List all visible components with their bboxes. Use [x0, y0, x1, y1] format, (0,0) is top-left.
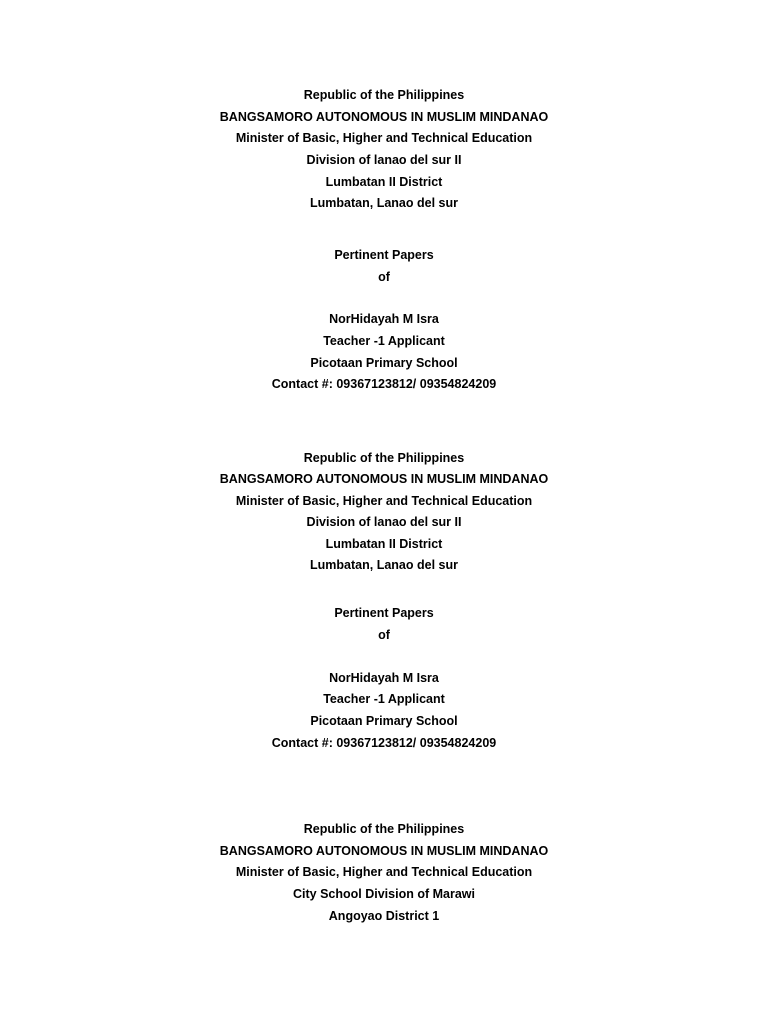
header-division: City School Division of Marawi — [293, 887, 475, 901]
applicant-contact: Contact #: 09367123812/ 09354824209 — [271, 377, 497, 391]
header-ministry: Minister of Basic, Higher and Technical Education — [235, 494, 533, 508]
header-ministry: Minister of Basic, Higher and Technical Education — [235, 865, 533, 879]
applicant-school: Picotaan Primary School — [310, 356, 458, 370]
applicant-position: Teacher -1 Applicant — [323, 334, 445, 348]
applicant-name: NorHidayah M Isra — [329, 671, 439, 685]
header-division: Division of lanao del sur II — [306, 153, 462, 167]
title-of: of — [378, 628, 390, 642]
applicant-name: NorHidayah M Isra — [329, 312, 439, 326]
applicant-contact: Contact #: 09367123812/ 09354824209 — [271, 736, 497, 750]
applicant-position: Teacher -1 Applicant — [323, 692, 445, 706]
header-district: Lumbatan II District — [325, 537, 443, 551]
title-pertinent-papers: Pertinent Papers — [334, 606, 434, 620]
header-location: Lumbatan, Lanao del sur — [310, 558, 458, 572]
header-region: BANGSAMORO AUTONOMOUS IN MUSLIM MINDANAO — [219, 844, 549, 858]
header-district: Angoyao District 1 — [328, 909, 440, 923]
title-pertinent-papers: Pertinent Papers — [334, 248, 434, 262]
header-ministry: Minister of Basic, Higher and Technical Education — [235, 131, 533, 145]
header-country: Republic of the Philippines — [303, 822, 465, 836]
header-division: Division of lanao del sur II — [306, 515, 462, 529]
title-of: of — [378, 270, 390, 284]
header-district: Lumbatan II District — [325, 175, 443, 189]
header-region: BANGSAMORO AUTONOMOUS IN MUSLIM MINDANAO — [219, 472, 549, 486]
header-country: Republic of the Philippines — [303, 88, 465, 102]
applicant-school: Picotaan Primary School — [310, 714, 458, 728]
header-country: Republic of the Philippines — [303, 451, 465, 465]
header-region: BANGSAMORO AUTONOMOUS IN MUSLIM MINDANAO — [219, 110, 549, 124]
header-location: Lumbatan, Lanao del sur — [310, 196, 458, 210]
